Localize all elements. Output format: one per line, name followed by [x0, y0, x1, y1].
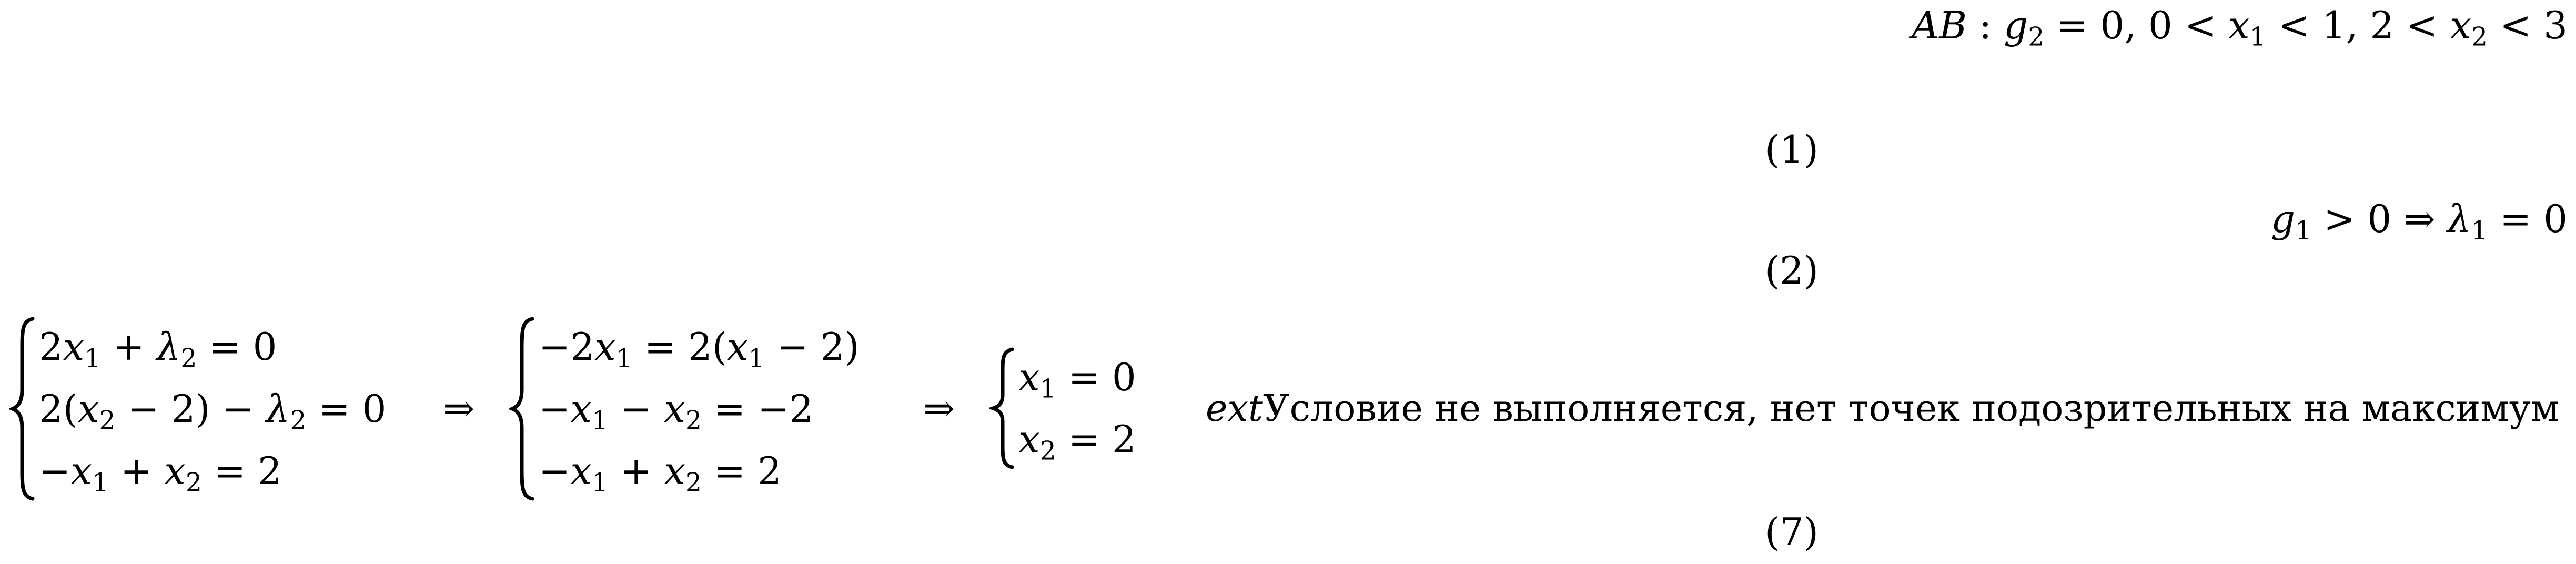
left-brace-3 — [989, 346, 1018, 470]
left-brace-1 — [9, 316, 39, 502]
system-2-rows — [539, 316, 860, 502]
var-x: x — [1018, 417, 1040, 461]
subscript: 1 — [84, 343, 101, 374]
var-x: x — [70, 449, 92, 493]
expr-part: 2 — [39, 325, 63, 369]
equation-number-1: (1) — [1765, 127, 1819, 172]
subscript: 1 — [1039, 374, 1056, 404]
var-g: g — [2004, 3, 2028, 47]
sub-x2: 2 — [2471, 22, 2488, 52]
expr-part: = 2 — [201, 449, 282, 493]
var-x: x — [594, 325, 616, 369]
equation-number-2: (2) — [1765, 248, 1819, 293]
var-lambda: λ — [156, 325, 181, 369]
sub-x1: 1 — [2249, 22, 2266, 52]
system-2-row-2 — [539, 378, 860, 440]
expr-part: + — [608, 449, 664, 493]
conclusion-text — [1206, 387, 2560, 430]
var-x: x — [726, 325, 749, 369]
system-3-row-2 — [1018, 408, 1136, 470]
expr-part: − 2) — [764, 325, 860, 369]
system-2-row-3 — [539, 440, 860, 502]
expr-part: = 2 — [1056, 417, 1136, 461]
sub-g: 2 — [2028, 22, 2045, 52]
var-x: x — [63, 325, 85, 369]
system-2 — [509, 316, 920, 502]
subscript: 1 — [748, 343, 765, 374]
subscript: 2 — [685, 405, 702, 436]
constraint-line-ab — [1912, 3, 2568, 52]
subscript: 1 — [92, 467, 109, 498]
expr-part: < 3 — [2488, 3, 2568, 47]
subscript: 1 — [615, 343, 632, 374]
conclusion-sentence: Условие не выполняется, нет точек подозрительных на максимум — [1263, 387, 2560, 430]
var-x1: x — [2228, 3, 2250, 47]
subscript: 2 — [185, 467, 202, 498]
var-x: x — [77, 387, 99, 431]
expr-part: − — [539, 387, 571, 431]
subscript: 2 — [180, 343, 197, 374]
system-3-rows — [1018, 346, 1136, 470]
system-1 — [9, 316, 409, 502]
var-g: g — [2271, 197, 2296, 241]
expr-part: + — [108, 449, 165, 493]
implies-arrow-1: ⇒ — [443, 386, 475, 430]
expr-part: − 2) − — [115, 387, 266, 431]
expr-part: 2( — [39, 387, 78, 431]
var-x: x — [664, 387, 685, 431]
subscript: 1 — [591, 467, 609, 498]
system-3 — [989, 346, 1157, 470]
system-1-row-3 — [39, 440, 387, 502]
expr-part: = 2 — [701, 449, 782, 493]
var-lambda: λ — [266, 387, 290, 431]
expr-part: − — [608, 387, 664, 431]
system-2-row-1 — [539, 316, 860, 378]
expr-part: = 0 — [306, 387, 387, 431]
expr-part: = −2 — [701, 387, 814, 431]
implies-arrow-2: ⇒ — [923, 386, 955, 430]
expr-part: − — [39, 449, 71, 493]
condition-line-g1 — [2271, 197, 2568, 246]
subscript: 2 — [1039, 436, 1056, 466]
subscript: 1 — [591, 405, 609, 436]
expr-part: − — [539, 449, 571, 493]
expr-part: = 0 — [2488, 197, 2568, 241]
var-a: A — [1912, 3, 1939, 47]
system-1-row-2 — [39, 378, 387, 440]
expr-part: > 0 ⇒ — [2311, 197, 2448, 241]
expr-part: = 0 — [1056, 355, 1136, 399]
left-brace-2 — [509, 316, 539, 502]
var-b: B — [1939, 3, 1967, 47]
var-x: x — [664, 449, 685, 493]
expr-part: + — [100, 325, 157, 369]
var-lambda: λ — [2447, 197, 2471, 241]
sub-g: 1 — [2295, 215, 2312, 246]
expr-part: = 2( — [632, 325, 727, 369]
expr-part: < 1, 2 < — [2266, 3, 2450, 47]
var-x: x — [164, 449, 186, 493]
var-x: x — [570, 449, 592, 493]
system-1-row-1 — [39, 316, 387, 378]
system-3-row-1 — [1018, 346, 1136, 408]
expr-part: = 0, 0 < — [2044, 3, 2228, 47]
var-x: x — [1018, 355, 1040, 399]
var-x: x — [570, 387, 592, 431]
expr-part: = 0 — [197, 325, 277, 369]
equation-number-7: (7) — [1765, 510, 1819, 554]
system-1-rows — [39, 316, 387, 502]
subscript: 2 — [99, 405, 116, 436]
subscript: 2 — [685, 467, 702, 498]
subscript: 2 — [290, 405, 307, 436]
ext-prefix: ext — [1206, 387, 1264, 430]
expr-part: −2 — [539, 325, 595, 369]
sub-lambda: 1 — [2471, 215, 2488, 246]
colon: : — [1967, 3, 2004, 47]
var-x2: x — [2450, 3, 2471, 47]
